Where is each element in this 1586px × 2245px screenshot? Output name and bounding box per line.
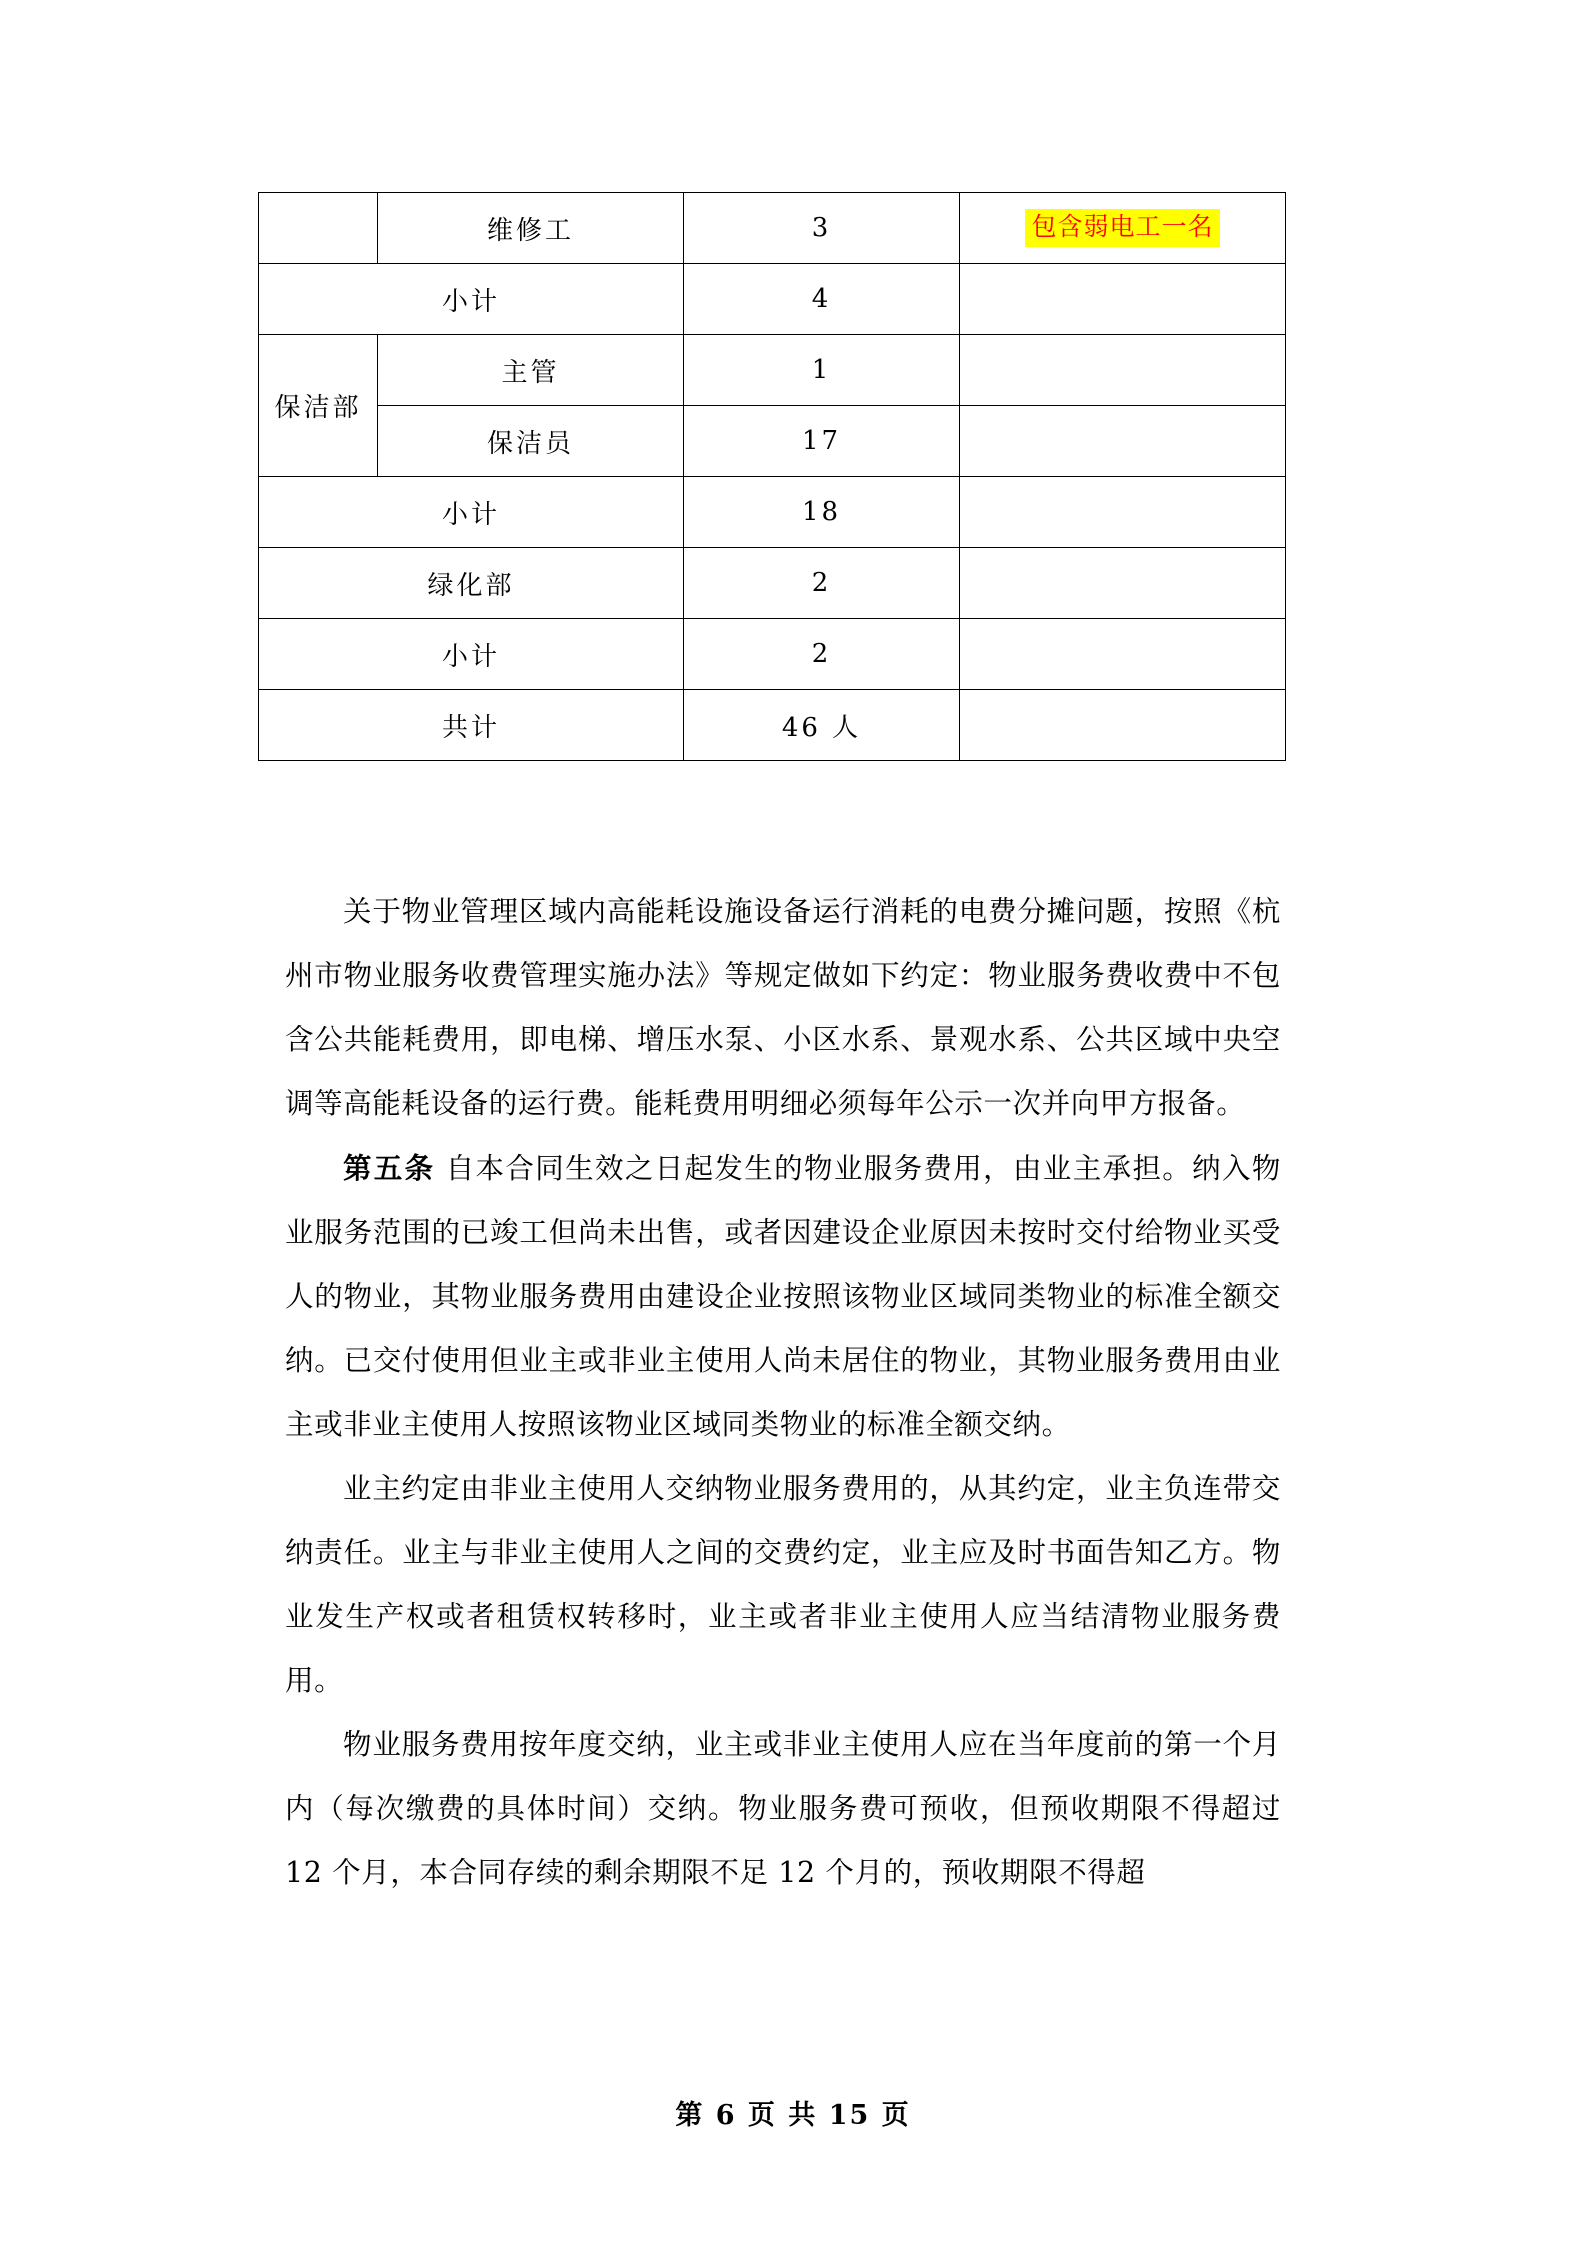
cell-note-empty-6 bbox=[960, 548, 1286, 619]
cell-subtotal-label-1: 小计 bbox=[259, 264, 684, 335]
cell-dept-greening: 绿化部 bbox=[259, 548, 684, 619]
paragraph-annual-payment: 物业服务费用按年度交纳，业主或非业主使用人应在当年度前的第一个月内（每次缴费的具体时间）交纳。物业服务费可预收，但预收期限不得超过 12 个月，本合同存续的剩余期限不足 12 个月的，预收期限不得超 bbox=[285, 1728, 1281, 1889]
cell-role-cleaner: 保洁员 bbox=[378, 406, 684, 477]
cell-subtotal-count-2: 18 bbox=[684, 477, 960, 548]
document-body bbox=[285, 880, 1281, 1905]
table-row bbox=[259, 477, 1286, 548]
cell-note-empty-8 bbox=[960, 690, 1286, 761]
cell-count-greening: 2 bbox=[684, 548, 960, 619]
cell-grand-total-label: 共计 bbox=[259, 690, 684, 761]
cell-note-empty-3 bbox=[960, 335, 1286, 406]
cell-count-maintenance: 3 bbox=[684, 193, 960, 264]
paragraph-non-owner-agreement: 业主约定由非业主使用人交纳物业服务费用的，从其约定，业主负连带交纳责任。业主与非业主使用人之间的交费约定，业主应及时书面告知乙方。物业发生产权或者租赁权转移时，业主或者非业主使用人应当结清物业服务费用。 bbox=[285, 1472, 1281, 1697]
cell-subtotal-label-2: 小计 bbox=[259, 477, 684, 548]
cell-dept-empty-1 bbox=[259, 193, 378, 264]
cell-note-maintenance bbox=[960, 193, 1286, 264]
cell-role-supervisor: 主管 bbox=[378, 335, 684, 406]
cell-dept-cleaning: 保洁部 bbox=[259, 335, 378, 477]
article-number-label: 第五条 bbox=[343, 1151, 436, 1185]
cell-subtotal-count-3: 2 bbox=[684, 619, 960, 690]
table-row bbox=[259, 548, 1286, 619]
paragraph-energy-fee: 关于物业管理区域内高能耗设施设备运行消耗的电费分摊问题，按照《杭州市物业服务收费管理实施办法》等规定做如下约定：物业服务费收费中不包含公共能耗费用，即电梯、增压水泵、小区水系、景观水系、公共区域中央空调等高能耗设备的运行费。能耗费用明细必须每年公示一次并向甲方报备。 bbox=[285, 895, 1281, 1120]
paragraph-article-five bbox=[285, 1136, 1281, 1457]
cell-grand-total-count: 46 人 bbox=[684, 690, 960, 761]
table-row bbox=[259, 690, 1286, 761]
cell-count-cleaner: 17 bbox=[684, 406, 960, 477]
page-number: 第 6 页 共 15 页 bbox=[675, 2100, 911, 2131]
table-row bbox=[259, 619, 1286, 690]
table-row bbox=[259, 264, 1286, 335]
article-five-text: 自本合同生效之日起发生的物业服务费用，由业主承担。纳入物业服务范围的已竣工但尚未出售，或者因建设企业原因未按时交付给物业买受人的物业，其物业服务费用由建设企业按照该物业区域同类物业的标准全额交纳。已交付使用但业主或非业主使用人尚未居住的物业，其物业服务费用由业主或非业主使用人按照该物业区域同类物业的标准全额交纳。 bbox=[285, 1152, 1281, 1441]
cell-note-empty-7 bbox=[960, 619, 1286, 690]
table-row bbox=[259, 193, 1286, 264]
table-row bbox=[259, 335, 1286, 406]
cell-subtotal-count-1: 4 bbox=[684, 264, 960, 335]
staff-allocation-table-container bbox=[258, 192, 1281, 761]
table-row bbox=[259, 406, 1286, 477]
cell-subtotal-label-3: 小计 bbox=[259, 619, 684, 690]
page-footer bbox=[0, 2093, 1586, 2132]
cell-note-empty-4 bbox=[960, 406, 1286, 477]
cell-note-empty-5 bbox=[960, 477, 1286, 548]
highlighted-note: 包含弱电工一名 bbox=[1025, 209, 1219, 246]
cell-note-empty-2 bbox=[960, 264, 1286, 335]
cell-role-maintenance: 维修工 bbox=[378, 193, 684, 264]
staff-allocation-table bbox=[258, 192, 1286, 761]
cell-count-supervisor: 1 bbox=[684, 335, 960, 406]
